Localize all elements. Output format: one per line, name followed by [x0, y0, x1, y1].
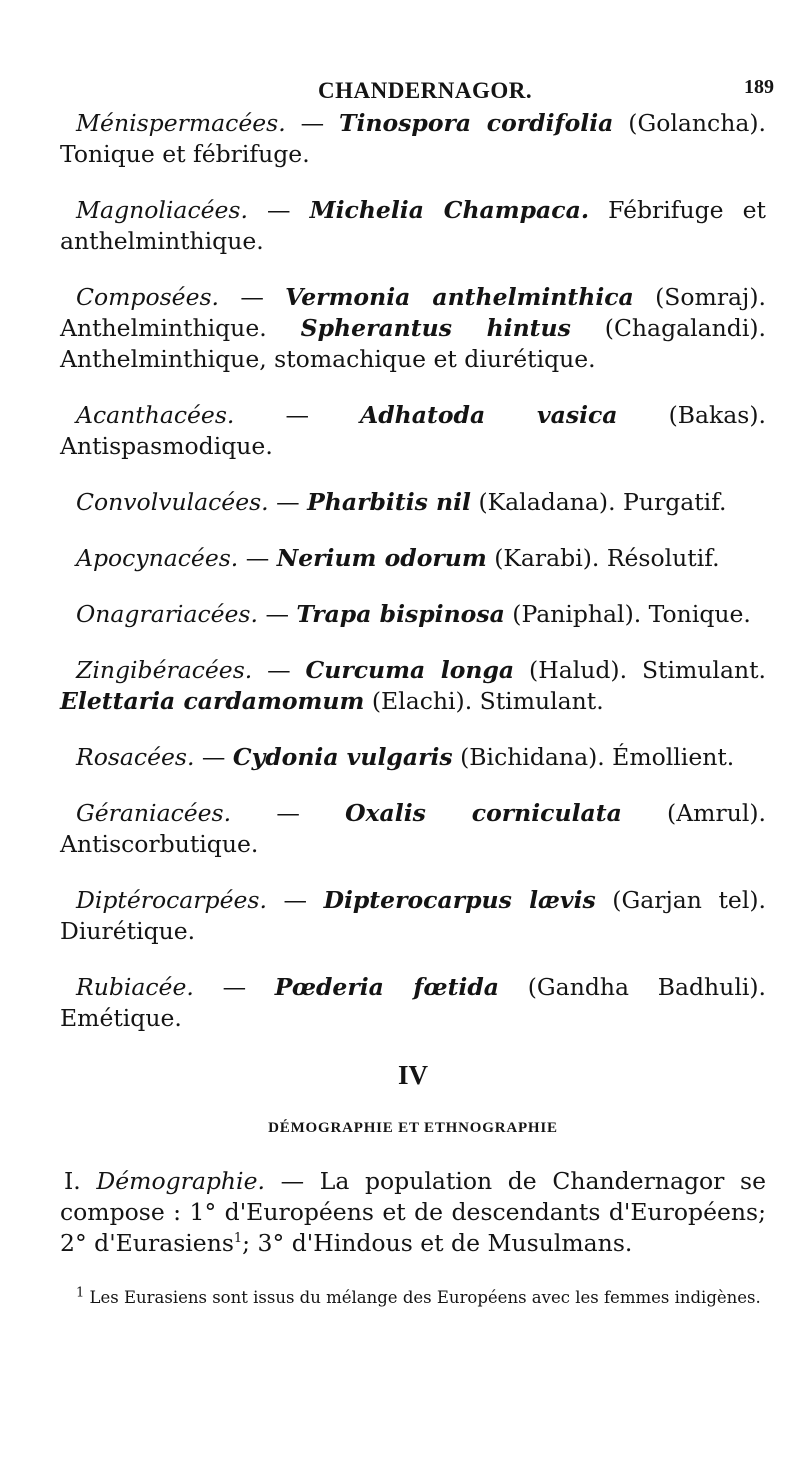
species-name: Adhatoda vasica	[360, 401, 618, 429]
paragraph-dash: —	[264, 1167, 320, 1195]
footnote-reference: 1	[233, 1231, 243, 1247]
body-paragraph	[60, 1166, 766, 1259]
family-name: Convolvulacées.	[76, 488, 269, 516]
species-name: Trapa bispinosa	[296, 600, 505, 628]
paragraph-text: La population de Chandernagor se compose : 1° d'Européens et de descendants d'Européens; 2° d'Eurasiens	[60, 1167, 766, 1257]
paragraph-heading: Démographie.	[96, 1167, 265, 1195]
species-name: Curcuma longa	[305, 656, 515, 684]
entry-dash: —	[194, 743, 233, 771]
entry-dash: —	[219, 283, 286, 311]
running-head: CHANDERNAGOR.	[318, 78, 533, 103]
entry-list	[60, 108, 766, 1034]
family-name: Rubiacée.	[76, 973, 194, 1001]
list-item	[60, 195, 766, 257]
family-name: Rosacées.	[76, 743, 195, 771]
list-item	[60, 655, 766, 717]
entry-dash: —	[238, 544, 277, 572]
species-name: Tinospora cordifolia	[339, 109, 614, 137]
family-name: Composées.	[76, 283, 220, 311]
list-item	[60, 599, 766, 630]
entry-text-second: (Chagalandi). Anthelminthique, stomachique et diurétique.	[60, 314, 766, 373]
entry-dash: —	[257, 600, 297, 628]
entry-dash: —	[247, 196, 310, 224]
entry-dash: —	[266, 886, 324, 914]
entry-text: Fébrifuge et anthelminthique.	[60, 196, 766, 255]
list-item	[60, 543, 766, 574]
section-number: IV	[397, 1060, 428, 1090]
page-header	[0, 74, 800, 108]
family-name: Magnoliacées.	[76, 196, 248, 224]
list-item	[60, 400, 766, 462]
species-name: Oxalis corniculata	[345, 799, 622, 827]
list-item	[60, 487, 766, 518]
page-body	[60, 108, 766, 1326]
entry-dash: —	[285, 109, 340, 137]
entry-text: (Bakas). Antispasmodique.	[60, 401, 766, 460]
family-name: Onagrariacées.	[76, 600, 258, 628]
entry-text: (Bichidana). Émollient.	[452, 743, 735, 771]
entry-dash: —	[234, 401, 361, 429]
list-item	[60, 742, 766, 773]
family-name: Diptérocarpées.	[76, 886, 267, 914]
species-name-second: Elettaria cardamomum	[60, 687, 365, 715]
entry-dash: —	[193, 973, 275, 1001]
entry-text: (Karabi). Résolutif.	[486, 544, 720, 572]
family-name: Acanthacées.	[76, 401, 235, 429]
page-number: 189	[744, 76, 774, 98]
species-name: Dipterocarpus lævis	[323, 886, 596, 914]
list-item	[60, 282, 766, 375]
entry-text: (Halud). Stimulant.	[514, 656, 766, 684]
list-item	[60, 108, 766, 170]
entry-text: (Golancha). Tonique et fébrifuge.	[60, 109, 766, 168]
family-name: Géraniacées.	[76, 799, 232, 827]
species-name: Pharbitis nil	[307, 488, 471, 516]
family-name: Ménispermacées.	[76, 109, 286, 137]
entry-dash: —	[268, 488, 308, 516]
entry-text: (Amrul). Antiscorbutique.	[60, 799, 766, 858]
list-item	[60, 885, 766, 947]
list-item	[60, 972, 766, 1034]
entry-text: (Kaladana). Purgatif.	[470, 488, 727, 516]
footnote	[60, 1287, 766, 1309]
species-name: Michelia Champaca.	[309, 196, 589, 224]
entry-text-second: (Elachi). Stimulant.	[364, 687, 604, 715]
species-name: Pœderia fœtida	[274, 973, 500, 1001]
species-name-second: Spherantus hintus	[300, 314, 571, 342]
paragraph-number: I.	[64, 1167, 97, 1195]
entry-text: (Gandha Badhuli). Emétique.	[60, 973, 766, 1032]
family-name: Zingibéracées.	[76, 656, 253, 684]
species-name: Vermonia anthelminthica	[285, 283, 634, 311]
footnote-text: Les Eurasiens sont issus du mélange des Européens avec les femmes indigènes.	[84, 1288, 761, 1307]
list-item	[60, 798, 766, 860]
entry-text: (Garjan tel). Diurétique.	[60, 886, 766, 945]
family-name: Apocynacées.	[76, 544, 239, 572]
section-title: DÉMOGRAPHIE ET ETHNOGRAPHIE	[268, 1120, 558, 1136]
entry-text: (Somraj). Anthelminthique.	[60, 283, 766, 342]
species-name: Nerium odorum	[276, 544, 487, 572]
entry-dash: —	[231, 799, 346, 827]
entry-dash: —	[252, 656, 306, 684]
footnote-mark: 1	[76, 1285, 85, 1301]
paragraph-text-end: ; 3° d'Hindous et de Musulmans.	[242, 1229, 633, 1257]
species-name: Cydonia vulgaris	[232, 743, 453, 771]
entry-text: (Paniphal). Tonique.	[504, 600, 751, 628]
